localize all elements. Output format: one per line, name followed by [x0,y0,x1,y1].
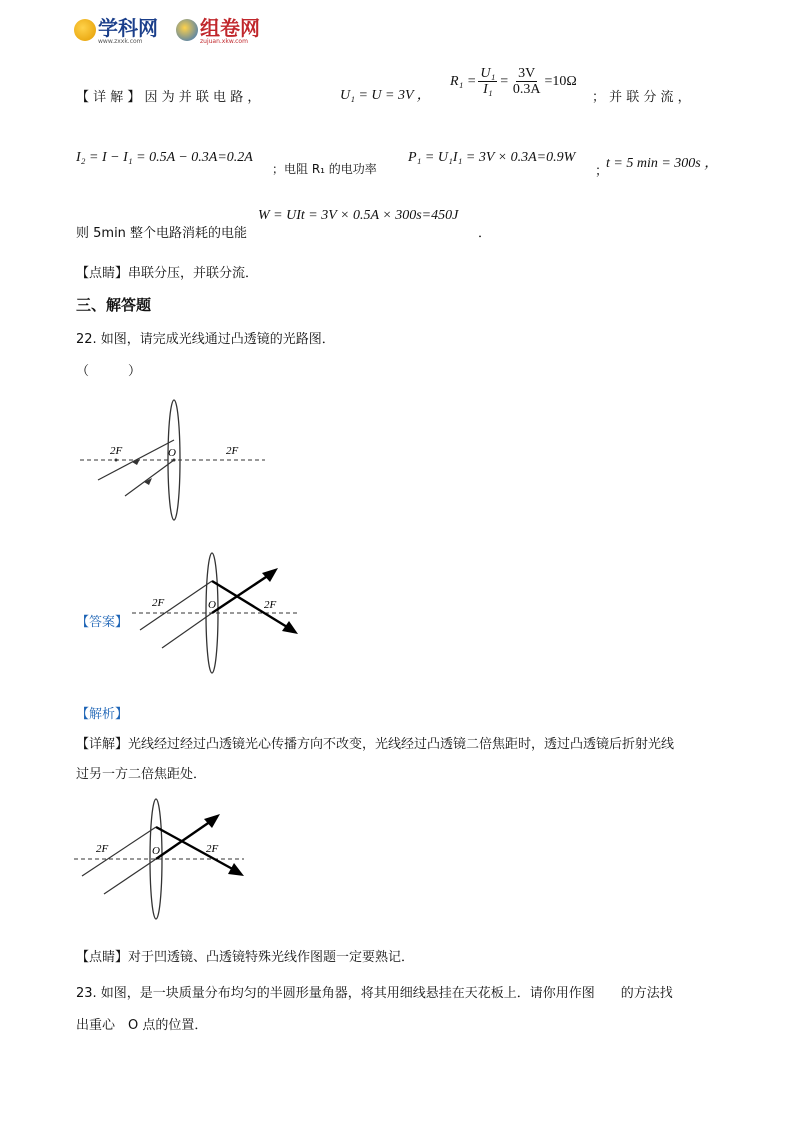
label-2f-right: 2F [206,843,219,855]
lens-diagram-question [80,396,270,526]
q22-detail-line1: 【详解】光线经过经过凸透镜光心传播方向不改变，光线经过凸透镜二倍焦距时，透过凸透镜后折射光线 [76,737,675,752]
zxxk-logo: 学科网 www.zxxk.com [74,12,158,45]
frac-num: U₁ [480,66,496,81]
q21-energy-text: 则 5min 整个电路消耗的电能 [76,226,248,241]
incident-ray-2 [162,613,212,648]
label-o: O [152,845,160,857]
eq-time: t = 5 min = 300s ， [606,156,719,171]
eq-r-result: =10Ω [544,73,577,89]
q21-tip: 【点睛】串联分压，并联分流． [76,266,259,281]
answer-label: 【答案】 [76,615,129,630]
label-2f-right: 2F [226,445,239,457]
semicolon: ； [595,164,609,179]
fraction-values [511,66,543,97]
eq-r-left: R₁ = [450,73,477,89]
label-2f-right: 2F [264,599,277,611]
label-o: O [208,599,216,611]
incident-ray-1 [140,581,212,630]
mascot-icon [176,19,198,41]
eq-equals: = [499,73,509,89]
q23-line2: 出重心 O 点的位置． [76,1018,208,1033]
eq-voltage: U₁ = U = 3V ， [340,88,431,103]
q22-blank: （ ） [76,364,142,379]
incident-ray-1 [82,827,156,876]
frac-num: 3V [518,66,536,81]
arrow-icon [204,814,220,828]
q22-detail-line2: 过另一方二倍焦距处． [76,767,207,782]
ray-through-center [125,460,174,496]
frac-den: I₁ [483,82,493,97]
label-o: O [168,447,176,459]
q23-line1: 23. 如图，是一块质量分布均匀的半圆形量角器，将其用细线悬挂在天花板上．请你用作图 的方法找 [76,986,673,1001]
q21-tail: ； 并 联 分 流 ， [592,90,691,105]
refracted-ray-2 [212,573,272,613]
eq-resistance [450,66,577,97]
arrow-icon [228,863,244,876]
q21-mid-text: ；电阻 R₁ 的电功率 [272,162,377,176]
lens-diagram-explanation [74,794,254,924]
arrow-icon [262,568,278,582]
q22-stem: 22. 如图，请完成光线通过凸透镜的光路图． [76,332,335,347]
mascot-icon [74,19,96,41]
section-heading: 三、解答题 [76,296,152,314]
eq-energy: W = UIt = 3V × 0.5A × 300s=450J [258,208,459,223]
optical-center [173,459,176,462]
frac-den: 0.3A [512,82,541,97]
lens-diagram-answer [132,548,307,678]
label-2f-left: 2F [152,597,165,609]
eq-current-i2: I₂ = I − I₁ = 0.5A − 0.3A=0.2A [76,150,253,165]
q22-tip: 【点睛】对于凹透镜、凸透镜特殊光线作图题一定要熟记． [76,950,415,965]
fraction-u-over-i [478,66,497,97]
arrow-icon [282,621,298,634]
analysis-label: 【解析】 [76,707,129,722]
zujuan-logo: 组卷网 zujuan.xkw.com [176,12,260,45]
label-2f-left: 2F [96,843,109,855]
q21-detail-label: 【 详 解 】 因 为 并 联 电 路 ， [76,90,261,105]
eq-power: P₁ = U₁I₁ = 3V × 0.3A=0.9W [408,150,576,165]
focal-point [115,459,118,462]
incident-ray-2 [104,859,156,894]
period: ． [478,226,492,241]
label-2f-left: 2F [110,445,123,457]
